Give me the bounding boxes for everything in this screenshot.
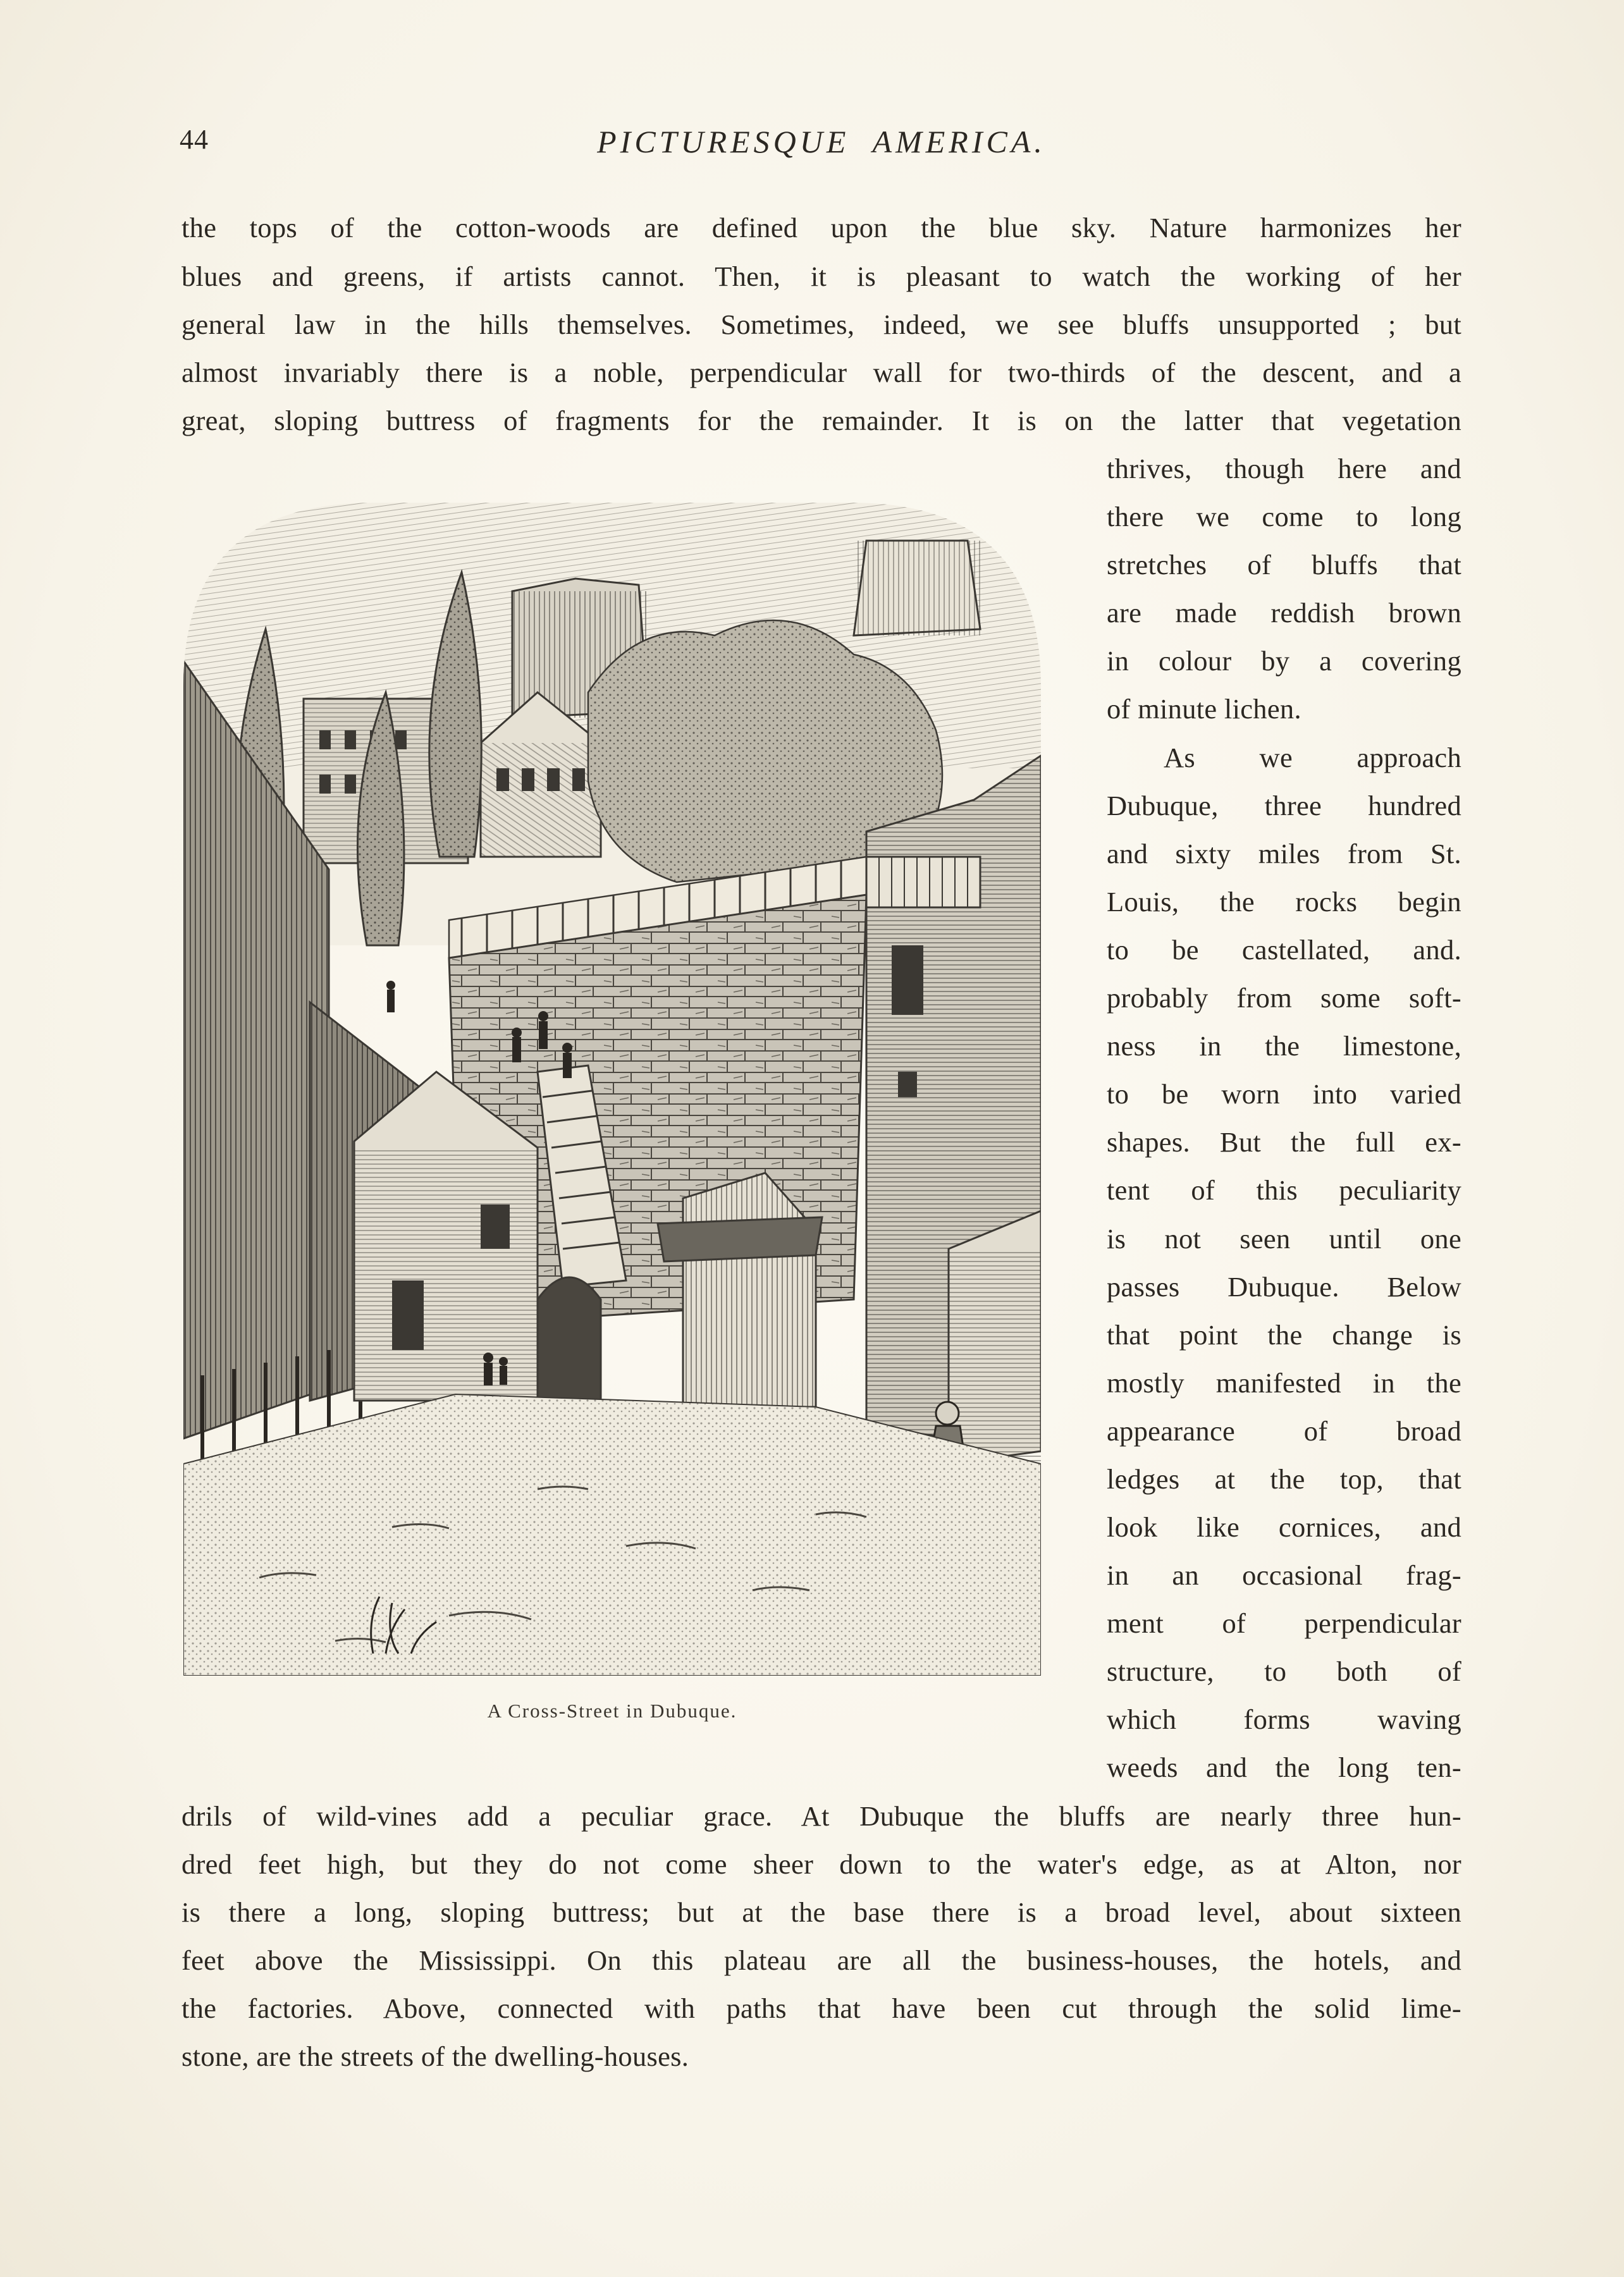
text-line: stone, are the streets of the dwelling-houses.	[181, 2041, 689, 2072]
engraving-illustration	[183, 503, 1041, 1676]
text-line: drils of wild-vines add a peculiar grace. At Dubuque the bluffs are nearly three hun-	[181, 1800, 1461, 1832]
text-line: ment of perpendicular	[1107, 1607, 1461, 1639]
figure-caption: A Cross-Street in Dubuque.	[487, 1700, 737, 1722]
text-line: in colour by a covering	[1107, 645, 1461, 677]
text-line: Louis, the rocks begin	[1107, 886, 1461, 918]
text-line: the factories. Above, connected with paths that have been cut through the solid lime-	[181, 1992, 1461, 2024]
text-line: almost invariably there is a noble, perpendicular wall for two-thirds of the descent, and a	[181, 357, 1461, 388]
text-line: and sixty miles from St.	[1107, 838, 1461, 869]
text-line: which forms waving	[1107, 1703, 1461, 1735]
text-line: stretches of bluffs that	[1107, 549, 1461, 580]
text-line: As we approach	[1164, 742, 1461, 773]
text-line: that point the change is	[1107, 1319, 1461, 1351]
text-line: the tops of the cotton-woods are defined upon the blue sky. Nature harmonizes her	[181, 212, 1461, 243]
text-line: of minute lichen.	[1107, 693, 1301, 725]
text-line: structure, to both of	[1107, 1655, 1461, 1687]
text-line: ness in the limestone,	[1107, 1030, 1461, 1062]
text-line: probably from some soft-	[1107, 982, 1461, 1014]
text-line: general law in the hills themselves. Sometimes, indeed, we see bluffs unsupported ; but	[181, 309, 1461, 340]
running-head	[180, 123, 1463, 168]
text-line: in an occasional frag-	[1107, 1559, 1461, 1591]
text-line: great, sloping buttress of fragments for the remainder. It is on the latter that vegetation	[181, 405, 1461, 436]
text-line: passes Dubuque. Below	[1107, 1271, 1461, 1303]
text-line: there we come to long	[1107, 501, 1461, 532]
text-line: dred feet high, but they do not come sheer down to the water's edge, as at Alton, nor	[181, 1848, 1461, 1880]
text-line: mostly manifested in the	[1107, 1367, 1461, 1399]
text-line: Dubuque, three hundred	[1107, 790, 1461, 821]
text-line: look like cornices, and	[1107, 1511, 1461, 1543]
text-line: ledges at the top, that	[1107, 1463, 1461, 1495]
text-line: are made reddish brown	[1107, 597, 1461, 629]
text-line: to be worn into varied	[1107, 1078, 1461, 1110]
running-title: PICTURESQUE AMERICA.	[597, 124, 1046, 159]
text-line: tent of this peculiarity	[1107, 1174, 1461, 1206]
text-line: feet above the Mississippi. On this plateau are all the business-houses, the hotels, and	[181, 1944, 1461, 1976]
text-line: thrives, though here and	[1107, 453, 1461, 484]
text-line: weeds and the long ten-	[1107, 1752, 1461, 1783]
text-line: is not seen until one	[1107, 1223, 1461, 1255]
text-line: appearance of broad	[1107, 1415, 1461, 1447]
text-line: blues and greens, if artists cannot. Then, it is pleasant to watch the working of her	[181, 261, 1461, 292]
text-line: shapes. But the full ex-	[1107, 1126, 1461, 1158]
text-line: to be castellated, and.	[1107, 934, 1461, 966]
text-line: is there a long, sloping buttress; but at the base there is a broad level, about sixteen	[181, 1896, 1461, 1928]
engraving-svg	[183, 503, 1041, 1676]
page-number: 44	[180, 124, 209, 155]
